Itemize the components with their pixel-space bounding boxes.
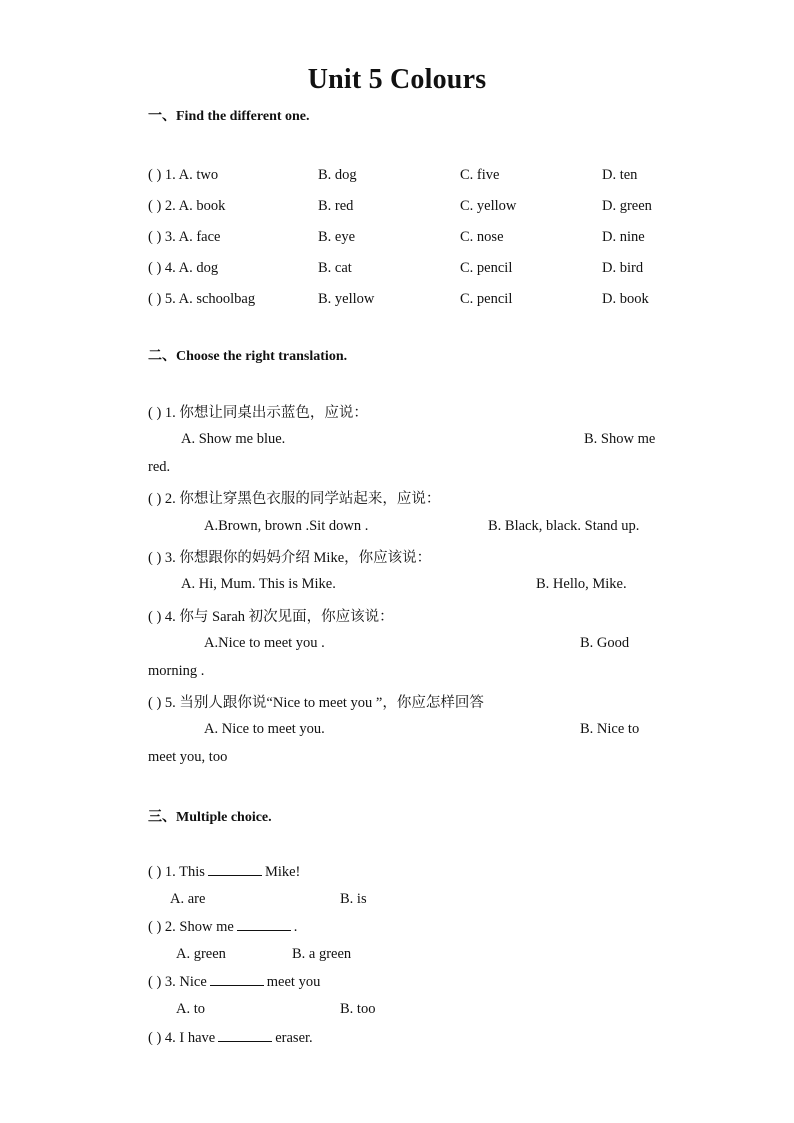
question-text: ( ) 1. 你想让同桌出示蓝色，应说： [148, 405, 368, 421]
option-d: D. green [602, 198, 652, 214]
option-b: B. a green [292, 946, 352, 962]
question-text: ( ) 2. 你想让穿黑色衣服的同学站起来，应说： [148, 491, 441, 507]
answer-blank[interactable] [237, 918, 291, 931]
question-text: ( ) 2. Show me [148, 919, 234, 935]
question-text: ( ) 4. A. dog [148, 260, 219, 276]
question-line [148, 973, 320, 991]
option-c: C. pencil [460, 260, 513, 276]
option-d: D. book [602, 291, 649, 307]
option-wrap: meet you, too [148, 749, 228, 765]
option-c: C. nose [460, 229, 504, 245]
option-b: B. red [318, 198, 354, 214]
option-b: B. eye [318, 229, 356, 245]
question-text: ( ) 1. This [148, 864, 205, 880]
question-text: ( ) 1. A. two [148, 167, 219, 183]
option-a: A. Show me blue. [181, 431, 286, 447]
question-text: ( ) 3. A. face [148, 229, 221, 245]
option-a: A. are [170, 891, 206, 907]
option-c: C. yellow [460, 198, 517, 214]
option-a: A.Nice to meet you . [204, 635, 325, 651]
question-text: ( ) 5. 当别人跟你说“Nice to meet you ”，你应怎样回答 [148, 695, 484, 711]
question-text-end: meet you [266, 974, 321, 990]
question-text: ( ) 5. A. schoolbag [148, 291, 256, 307]
option-a: A. Nice to meet you. [204, 721, 325, 737]
option-b: B. cat [318, 260, 352, 276]
answer-blank[interactable] [218, 1029, 272, 1042]
option-d: D. nine [602, 229, 645, 245]
answer-blank[interactable] [208, 863, 262, 876]
option-b: B. yellow [318, 291, 375, 307]
answer-blank[interactable] [210, 973, 264, 986]
question-line [148, 918, 297, 936]
question-text: ( ) 3. 你想跟你的妈妈介绍 Mike，你应该说： [148, 550, 432, 566]
question-text: ( ) 3. Nice [148, 974, 207, 990]
section-3-heading: 三、Multiple choice. [148, 810, 272, 825]
option-a: A. to [176, 1001, 205, 1017]
option-b: B. Show me [584, 431, 656, 447]
page-title: Unit 5 Colours [307, 64, 487, 95]
option-b: B. Black, black. Stand up. [488, 518, 640, 534]
question-text-end: Mike! [264, 864, 301, 880]
question-line [148, 1029, 313, 1047]
question-text: ( ) 2. A. book [148, 198, 226, 214]
option-wrap: morning . [148, 663, 205, 679]
option-a: A. Hi, Mum. This is Mike. [181, 576, 336, 592]
option-d: D. bird [602, 260, 644, 276]
option-a: A.Brown, brown .Sit down . [204, 518, 369, 534]
option-a: A. green [176, 946, 226, 962]
option-c: C. pencil [460, 291, 513, 307]
question-text: ( ) 4. 你与 Sarah 初次见面，你应该说： [148, 609, 394, 625]
question-text-end: . [293, 919, 298, 935]
option-b: B. is [340, 891, 367, 907]
option-b: B. Hello, Mike. [536, 576, 627, 592]
option-d: D. ten [602, 167, 638, 183]
option-b: B. dog [318, 167, 357, 183]
question-line [148, 863, 300, 881]
option-c: C. five [460, 167, 500, 183]
question-text-end: eraser. [275, 1030, 313, 1046]
option-wrap: red. [148, 459, 171, 475]
question-text: ( ) 4. I have [148, 1030, 216, 1046]
option-b: B. too [340, 1001, 376, 1017]
section-1-heading: 一、Find the different one. [148, 109, 310, 124]
option-b: B. Good [580, 635, 630, 651]
section-2-heading: 二、Choose the right translation. [148, 349, 348, 364]
option-b: B. Nice to [580, 721, 640, 737]
